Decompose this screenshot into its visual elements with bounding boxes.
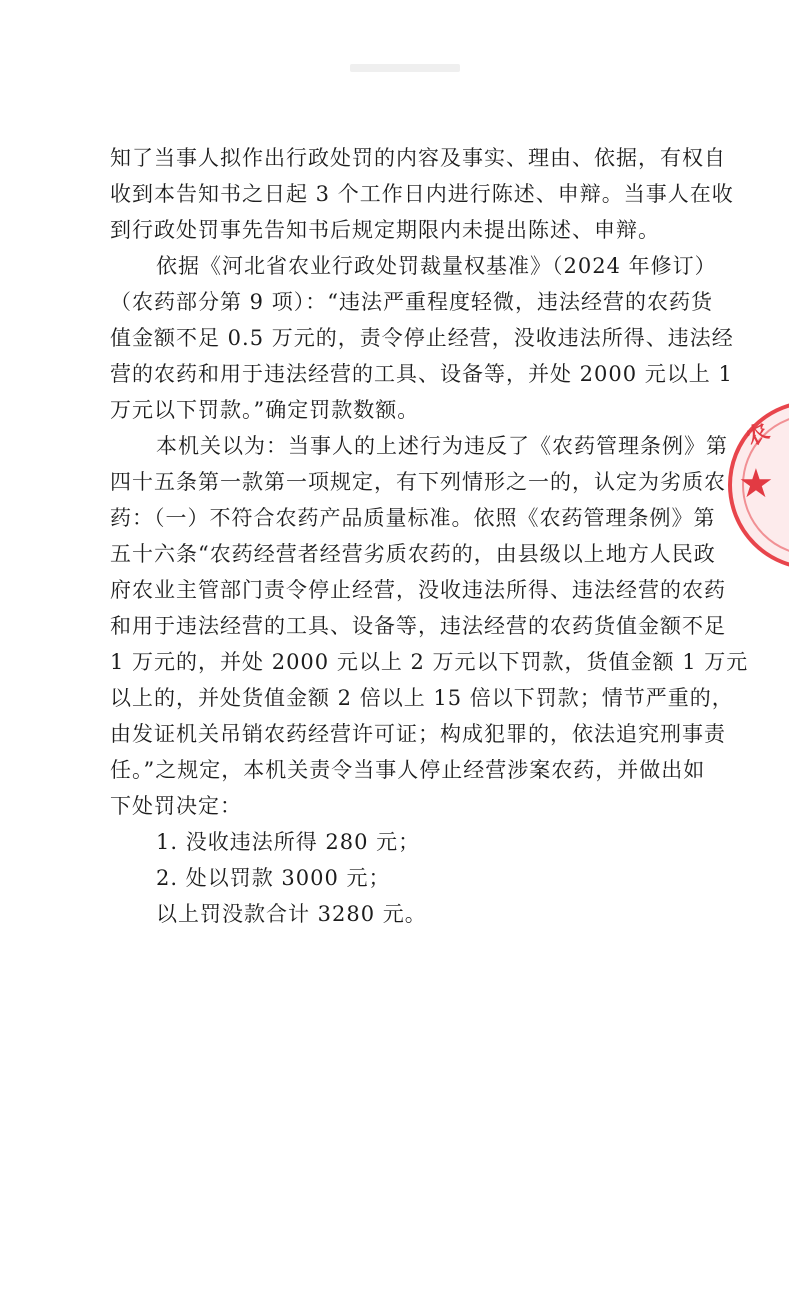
seal-text: 农 bbox=[741, 418, 774, 452]
official-seal bbox=[728, 400, 789, 570]
text-line: 和用于违法经营的工具、设备等，违法经营的农药货值金额不足 bbox=[110, 614, 726, 638]
text-line: 营的农药和用于违法经营的工具、设备等，并处 2000 元以上 1 bbox=[110, 362, 733, 386]
text-line: 1. 没收违法所得 280 元； bbox=[156, 830, 421, 854]
text-line: 值金额不足 0.5 万元的，责令停止经营，没收违法所得、违法经 bbox=[110, 326, 734, 350]
text-line: 以上罚没款合计 3280 元。 bbox=[156, 902, 427, 926]
document-body bbox=[110, 140, 749, 932]
text-line: 到行政处罚事先告知书后规定期限内未提出陈述、申辩。 bbox=[110, 218, 660, 242]
text-line: 2. 处以罚款 3000 元； bbox=[156, 866, 391, 890]
text-line: 任。”之规定，本机关责令当事人停止经营涉案农药，并做出如 bbox=[110, 758, 706, 782]
text-line: 依据《河北省农业行政处罚裁量权基准》（2024 年修订） bbox=[156, 254, 717, 278]
text-line: 本机关以为：当事人的上述行为违反了《农药管理条例》第 bbox=[156, 434, 728, 458]
text-line: 四十五条第一款第一项规定，有下列情形之一的，认定为劣质农 bbox=[110, 470, 726, 494]
text-line: 知了当事人拟作出行政处罚的内容及事实、理由、依据，有权自 bbox=[110, 146, 726, 170]
text-line: 下处罚决定： bbox=[110, 794, 242, 818]
star-icon: ★ bbox=[738, 461, 774, 507]
text-line: 由发证机关吊销农药经营许可证；构成犯罪的，依法追究刑事责 bbox=[110, 722, 726, 746]
text-line: 收到本告知书之日起 3 个工作日内进行陈述、申辩。当事人在收 bbox=[110, 182, 734, 206]
text-line: 1 万元的，并处 2000 元以上 2 万元以下罚款，货值金额 1 万元 bbox=[110, 650, 749, 674]
text-line: （农药部分第 9 项）：“违法严重程度轻微，违法经营的农药货 bbox=[110, 290, 713, 314]
blank-area bbox=[0, 1075, 789, 1299]
text-line: 万元以下罚款。”确定罚款数额。 bbox=[110, 398, 420, 422]
header-mark bbox=[350, 64, 460, 72]
text-line: 府农业主管部门责令停止经营，没收违法所得、违法经营的农药 bbox=[110, 578, 726, 602]
text-line: 药：（一）不符合农药产品质量标准。依照《农药管理条例》第 bbox=[110, 506, 716, 530]
text-line: 以上的，并处货值金额 2 倍以上 15 倍以下罚款；情节严重的， bbox=[110, 686, 734, 710]
text-line: 五十六条“农药经营者经营劣质农药的，由县级以上地方人民政 bbox=[110, 542, 716, 566]
